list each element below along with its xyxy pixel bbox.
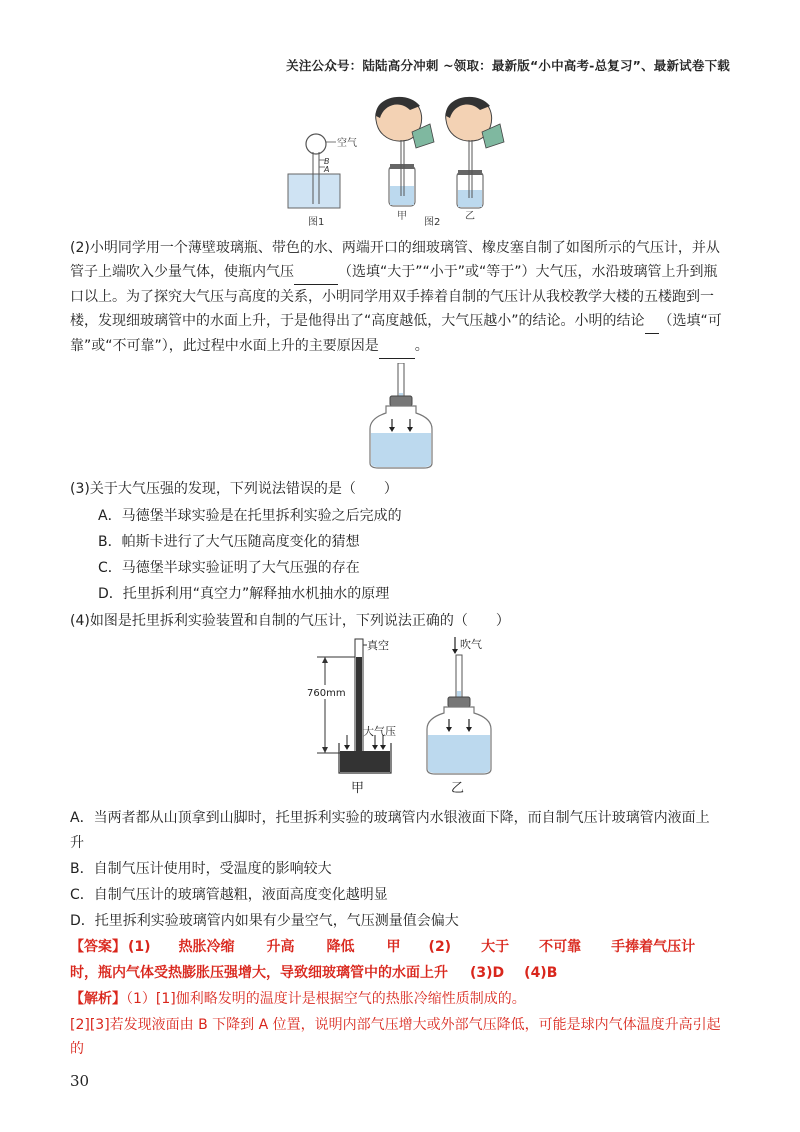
question-3-stem: (3)关于大气压强的发现，下列说法错误的是（ ） xyxy=(70,481,398,497)
question-2: (2)小明同学用一个薄壁玻璃瓶、带色的水、两端开口的细玻璃管、橡皮塞自制了如图所示的气压计，并从管子上端吹入少量气体，使瓶内气压 （选填“大于”“小于”或“等于”）大气压，水沿玻璃管上升到瓶口以上。为了探究大气压与高度的关系，小明同学用双手捧着自制的气压计从我校教学大楼的五楼跑到一楼，发现细玻璃管中的水面上升，于是他得出了“高度越低，大气压越小”的结论。小明的结论 （选填“可靠”或“不可靠”），此过程中水面上升的主要原因是 。 xyxy=(70,236,730,359)
q3-option-d: D．托里拆利用“真空力”解释抽水机抽水的原理 xyxy=(98,586,390,602)
q4-option-a-line1: A．当两者都从山顶拿到山脚时，托里拆利实验的玻璃管内水银液面下降，而自制气压计玻璃管内液面上 xyxy=(70,810,710,826)
caption-fig2: 图2 xyxy=(424,217,441,228)
analysis-line-1: 【解析】（1）[1]伽利略发明的温度计是根据空气的热胀冷缩性质制成的。 xyxy=(70,991,526,1007)
q4-option-a-line2: 升 xyxy=(70,835,84,851)
label-a: A xyxy=(324,165,330,174)
q4-option-b: B．自制气压计使用时，受温度的影响较大 xyxy=(70,861,332,877)
answer-line-1: 【答案】 (1) 热胀冷缩 升高 降低 甲 (2) 大于 不可靠 手捧着气压计 xyxy=(70,935,730,959)
answer-line-2: 时，瓶内气体受热膨胀压强增大，导致细玻璃管中的水面上升 (3)D (4)B xyxy=(70,965,558,981)
self-made-barometer xyxy=(427,637,491,795)
label-air: 空气 xyxy=(337,138,357,149)
caption-jia: 甲 xyxy=(351,781,365,795)
question-4-stem: (4)如图是托里拆利实验装置和自制的气压计，下列说法正确的（ ） xyxy=(70,613,510,629)
torricelli-apparatus xyxy=(307,638,396,795)
blank-1 xyxy=(294,260,338,285)
boy-blowing-figure xyxy=(376,97,441,228)
label-b: B xyxy=(324,157,330,166)
analysis-label: 【解析】 xyxy=(70,991,126,1007)
caption-jia-top: 甲 xyxy=(397,211,407,222)
q3-option-c: C．马德堡半球实验证明了大气压强的存在 xyxy=(98,560,360,576)
figure-top xyxy=(280,92,530,230)
blank-3 xyxy=(379,334,415,359)
galileo-thermometer-figure xyxy=(288,134,357,228)
bottle-barometer-figure xyxy=(368,363,438,469)
blank-2 xyxy=(645,309,659,334)
q4-option-c: C．自制气压计的玻璃管越粗，液面高度变化越明显 xyxy=(70,887,388,903)
boy-blowing-figure-2 xyxy=(446,97,504,222)
answer-label: 【答案】 xyxy=(70,939,126,955)
page-header: 关注公众号：陆陆高分冲刺 ~领取：最新版“小中高考-总复习”、最新试卷下载 xyxy=(286,58,730,73)
label-blow: 吹气 xyxy=(460,638,482,651)
label-760mm: 760mm xyxy=(307,688,346,699)
q4-option-d: D．托里拆利实验玻璃管内如果有少量空气，气压测量值会偏大 xyxy=(70,913,459,929)
q3-option-a: A．马德堡半球实验是在托里拆利实验之后完成的 xyxy=(98,508,402,524)
q3-option-b: B．帕斯卡进行了大气压随高度变化的猜想 xyxy=(98,534,360,550)
caption-yi: 乙 xyxy=(451,781,465,795)
torricelli-and-barometer-figure xyxy=(305,633,515,795)
caption-fig1: 图1 xyxy=(308,217,325,228)
page-number: 30 xyxy=(70,1072,90,1090)
label-atm: 大气压 xyxy=(363,725,396,738)
label-vacuum: 真空 xyxy=(367,639,389,652)
analysis-line-2: [2][3]若发现液面由 B 下降到 A 位置，说明内部气压增大或外部气压降低，可能是球内气体温度升高引起的 xyxy=(70,1017,721,1057)
caption-yi-top: 乙 xyxy=(465,211,475,222)
